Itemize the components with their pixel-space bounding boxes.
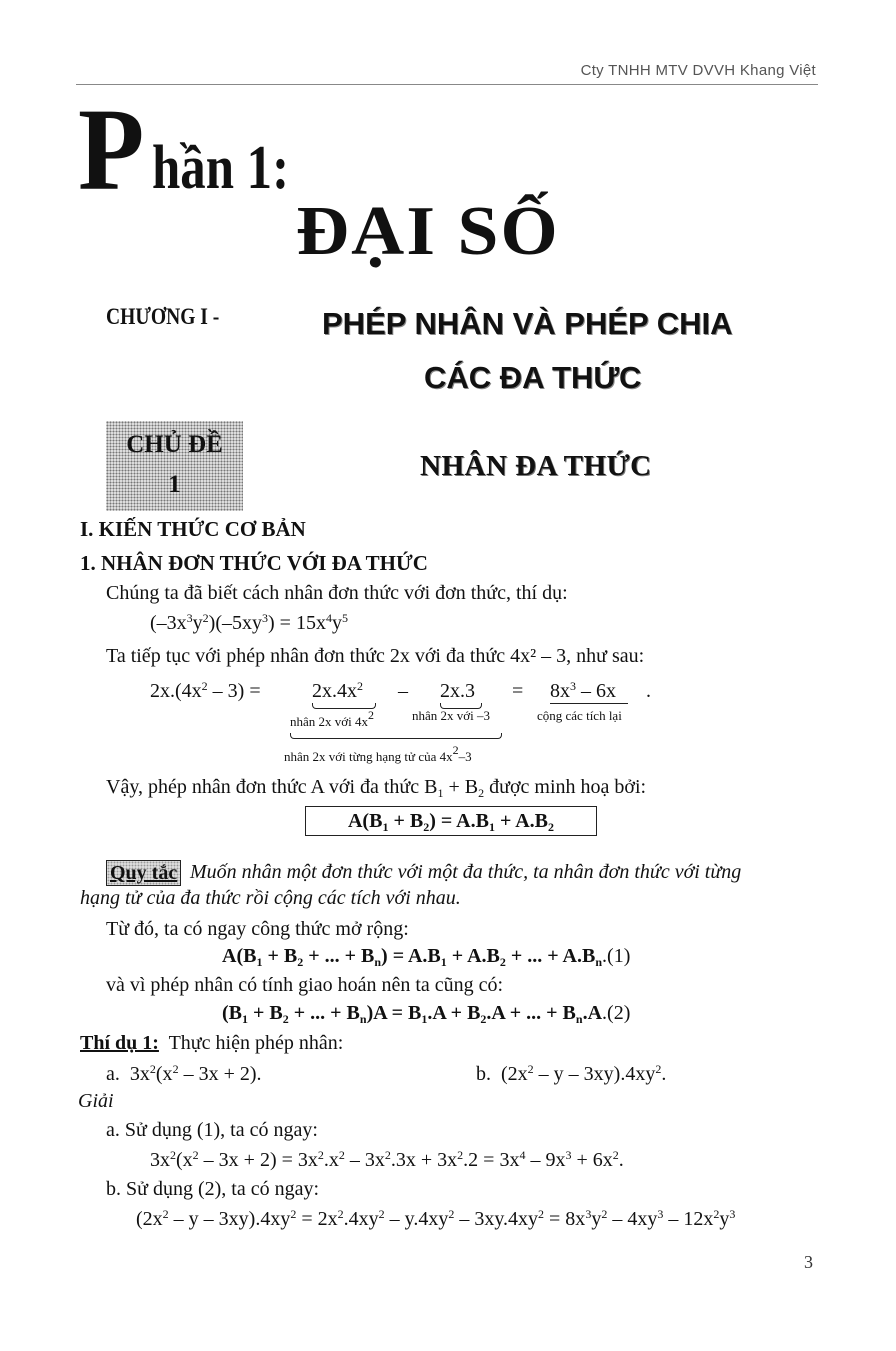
solution-a-intro: a. Sử dụng (1), ta có ngay: <box>106 1119 318 1141</box>
extend-text: Từ đó, ta có ngay công thức mở rộng: <box>106 918 409 940</box>
rule-label: Quy tắc <box>106 860 181 886</box>
formula-2: ($B_1 + B_2$ + ... + $B_n)A = B_1.A + B_2.A$ + ... + $B_n.A.(2)$ <box>222 1002 631 1026</box>
page-number: 3 <box>804 1252 813 1272</box>
result-underline <box>550 703 628 704</box>
section-heading: I. KIẾN THỨC CƠ BẢN <box>80 517 306 541</box>
topic-title: NHÂN ĐA THỨC <box>420 450 652 482</box>
solution-label: Giải <box>78 1090 114 1112</box>
example-part-a: a. $3x^2(x^2 - 3x + 2)$. <box>106 1062 262 1085</box>
distributive-formula-box: $A(B_1 + B_2) = A.B_1 + A.B_2$ <box>305 806 597 836</box>
annotation-2: nhân 2x với –3 <box>412 708 491 723</box>
solution-b-result: $(2x^2 - y - 3xy).4xy^2 = 2x^2.4xy^2 - y.4xy^2 - 3xy.4xy^2 = 8x^3y^2 - 4xy^3 - 12x^2y^3$ <box>136 1207 736 1230</box>
solution-a-result: $3x^2(x^2 - 3x + 2) = 3x^2.x^2 - 3x^2.3x + 3x^2.2 = 3x^4 - 9x^3 + 6x^2$. <box>150 1148 624 1171</box>
topic-box-label: CHỦ ĐỀ <box>126 431 223 458</box>
illustrate-text: Vậy, phép nhân đơn thức A với đa thức $B_1 + B_2$ được minh hoạ bởi: <box>106 776 647 800</box>
formula-1: $A(B_1 + B_2$ + ... + $B_n) = A.B_1 + A.B_2$ + ... + $A.B_n.(1)$ <box>222 945 631 969</box>
minus-sign: – <box>398 680 408 702</box>
subject-title: ĐẠI SỐ <box>296 193 560 270</box>
example-heading: Thí dụ 1: Thực hiện phép nhân: <box>80 1032 344 1054</box>
example-part-b: b. ($2x^2$ – y – $3xy).4xy^2$. <box>476 1062 667 1085</box>
part-big-letter: P <box>78 84 143 215</box>
subsection-heading: 1. NHÂN ĐƠN THỨC VỚI ĐA THỨC <box>80 551 428 575</box>
term-2x-3: 2x.3 <box>440 680 475 702</box>
expr-lhs: $2x.(4x^2 - 3)$ = <box>150 679 261 702</box>
topic-box-number: 1 <box>168 471 181 498</box>
annotation-1: nhân 2x với $4x^2$ <box>290 708 375 729</box>
equals-sign: = <box>512 680 524 702</box>
chapter-title-line2: CÁC ĐA THỨC <box>424 360 642 395</box>
rule-line2: hạng tử của đa thức rồi cộng các tích với nhau. <box>80 887 461 909</box>
annotation-4: nhân 2x với từng hạng tử của $4x^2-3$ <box>284 743 472 764</box>
result-term: $8x^3 - 6x$ <box>550 679 616 702</box>
commute-text: và vì phép nhân có tính giao hoán nên ta cũng có: <box>106 974 504 996</box>
header-rule <box>76 84 818 85</box>
chapter-label: CHƯƠNG I - <box>106 304 220 329</box>
continue-text: Ta tiếp tục với phép nhân đơn thức 2x với đa thức 4x² – 3, như sau: <box>106 645 645 667</box>
period: . <box>646 680 651 702</box>
example-monomial: $(-3x^3y^2)(-5xy^3) = 15x^4y^5$ <box>150 611 348 634</box>
rule-line1: Muốn nhân một đơn thức với một đa thức, ta nhân đơn thức với từng <box>190 861 742 883</box>
brace-outer <box>290 733 502 739</box>
brace-1 <box>312 703 376 709</box>
topic-box <box>106 421 243 511</box>
annotation-3: cộng các tích lại <box>537 708 622 723</box>
term-2x-4x2: $2x.4x^2$ <box>312 679 363 702</box>
solution-b-intro: b. Sử dụng (2), ta có ngay: <box>106 1178 320 1200</box>
part-title: hần 1: <box>152 134 290 202</box>
header-publisher: Cty TNHH MTV DVVH Khang Việt <box>580 62 816 79</box>
chapter-title-line1: PHÉP NHÂN VÀ PHÉP CHIA <box>322 306 733 341</box>
intro-text: Chúng ta đã biết cách nhân đơn thức với đơn thức, thí dụ: <box>106 582 568 604</box>
